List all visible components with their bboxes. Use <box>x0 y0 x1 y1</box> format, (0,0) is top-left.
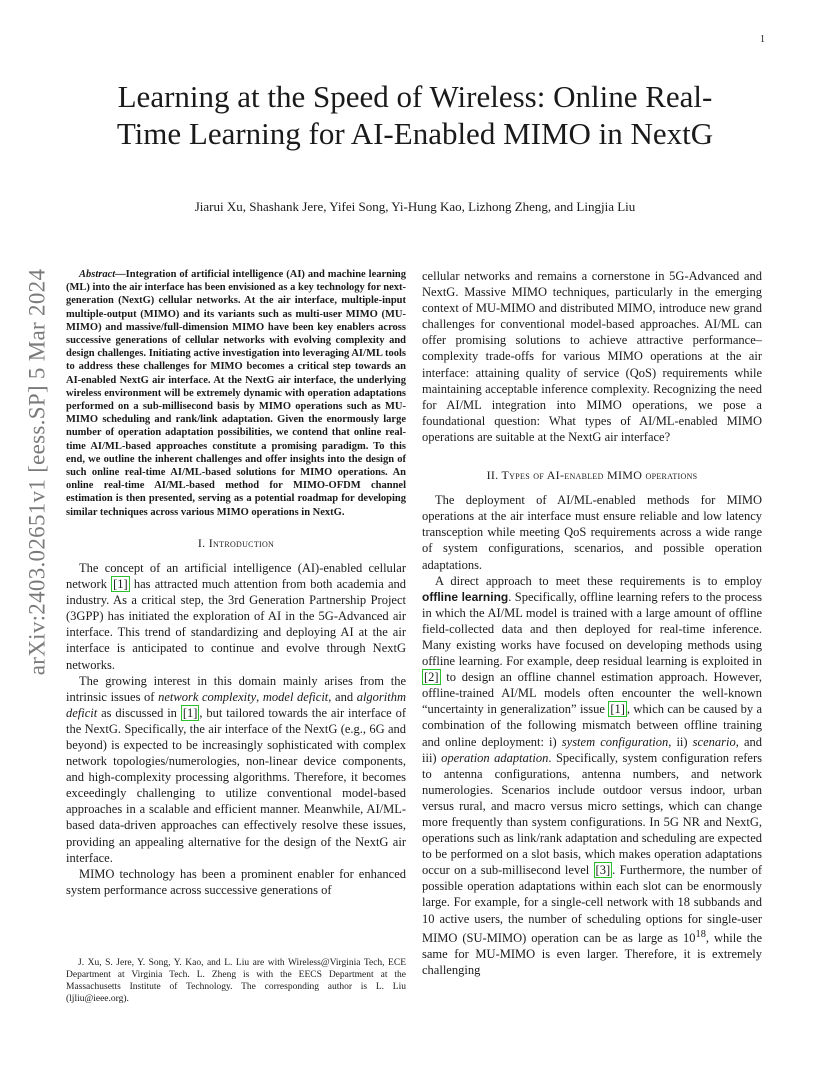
citation-link[interactable]: [1] <box>610 702 625 717</box>
emphasis-term: system configuration <box>561 734 669 749</box>
arxiv-stamp-text: arXiv:2403.02651v1 [eess.SP] 5 Mar 2024 <box>24 268 49 676</box>
intro-paragraph-1 <box>66 560 406 673</box>
text-run: The concept of an artificial intelligence (AI)-enabled cellular network <box>66 560 406 592</box>
abstract-text: —Integration of artificial intelligence (AI) and machine learning (ML) into the air interface has been envisioned as a key technology for next-generation (NextG) cellular networks. At the air interface, multiple-input multiple-output (MIMO) and its variants such as multi-user MIMO (MU-MIMO) and massive/full-dimension MIMO have been key enablers across successive generations of cellular networks with evolving complexity and design challenges. Initiating active investigation into leveraging AI/ML tools to address these challenges for MIMO becomes a critical step towards an AI-enabled NextG air interface. At the NextG air interface, the underlying wireless environment will be extremely dynamic with operation adaptations performed on a sub-millisecond basis by MIMO operations such as MU-MIMO scheduling and rank/link adaptation. Given the enormously large number of operation adaptation possibilities, we contend that online real-time AI/ML-based approaches constitute a promising paradigm. To this end, we outline the inherent challenges and offer insights into the design of such online real-time AI/ML-based solutions for MIMO operations. An online real-time AI/ML-based method for MIMO-OFDM channel estimation is then presented, serving as a potential roadmap for developing similar techniques across various MIMO operations in NextG. <box>66 269 406 518</box>
citation-link[interactable]: [1] <box>113 577 128 592</box>
types-paragraph-2 <box>422 573 762 979</box>
section-heading-types: II. Types of AI-enabled MIMO operations <box>486 468 698 483</box>
intro-paragraph-3: MIMO technology has been a prominent enabler for enhanced system performance across successive generations of <box>66 866 406 897</box>
superscript: 18 <box>695 928 706 940</box>
text-run: as discussed in <box>97 705 181 720</box>
text-run: , which can be caused by a combination of the following mismatch between offline training and online deployment: i) <box>422 702 763 749</box>
citation-link[interactable]: [3] <box>595 863 611 878</box>
text-run: , but tailored towards the air interface of the NextG. Specifically, the air interface of the NextG (e.g., 6G and beyond) is expected to be increasingly sophisticated with complex network topologies/numerologies, non-linear device components, and high-complexity processing algorithms. Therefore, it becomes exceedingly challenging to utilize conventional model-based approaches in a scalable and efficient manner. Meanwhile, AI/ML-based data-driven approaches can effectively resolve these issues, providing an appealing alternative for the design of the NextG air interface. <box>66 705 406 865</box>
intro-paragraph-3-continued: cellular networks and remains a cornerstone in 5G-Advanced and NextG. Massive MIMO techniques, particularly in the emerging context of MU-MIMO and distributed MIMO, introduce new grand challenges for conventional model-based approaches. AI/ML can offer promising solutions to achieve attractive performance–complexity trade-offs for various MIMO operations at the air interface: attaining quality of service (QoS) requirements while maintaining acceptable inference complexity. Recognizing the need for AI/ML integration into MIMO operations, we pose a foundational question: What types of AI/ML-enabled MIMO operations are suitable at the NextG air interface? <box>422 269 762 444</box>
text-run: has attracted much attention from both academia and industry. As a critical step, the 3rd Generation Partnership Project (3GPP) has initiated the exploration of AI in the 5G-Advanced air interface. This trend of standardizing and deploying AI at the air interface is anticipated to continue and evolve through NextG networks. <box>66 577 407 672</box>
emphasis-term: algorithm deficit <box>66 689 406 720</box>
text-run: The growing interest in this domain mainly arises from the intrinsic issues of <box>66 673 406 704</box>
section-heading-introduction: I. Introduction <box>197 535 275 550</box>
text-run: , and <box>328 689 357 704</box>
citation-link[interactable]: [1] <box>182 705 198 720</box>
paper-title: Learning at the Speed of Wireless: Online Real-Time Learning for AI-Enabled MIMO in NextG <box>116 79 714 151</box>
text-run: . Specifically, system configuration refers to antenna configurations, antenna numbers, and network numerologies. Scenarios include outdoor versus indoor, urban versus rural, and macro versus micro settings, which can change more frequently than system configurations. In 5G NR and NextG, operations such as link/rank adaptation and scheduling are expected to be performed on a slot basis, which makes operation adaptations occur on a sub-millisecond level <box>422 750 762 878</box>
text-run: , while the same for MU-MIMO is even larger. Therefore, it is extremely challenging <box>422 930 762 977</box>
abstract-label: Abstract <box>79 269 116 280</box>
left-column <box>66 268 406 898</box>
emphasis-term: operation adaptation <box>441 750 549 765</box>
text-run: A direct approach to meet these requirements is to employ <box>435 573 762 588</box>
text-run: , ii) <box>668 734 693 749</box>
emphasis-term: model deficit <box>262 689 329 704</box>
footnote <box>66 957 406 1005</box>
page-number: 1 <box>760 34 765 45</box>
emphasis-term: scenario <box>692 734 736 749</box>
right-column <box>422 268 762 978</box>
author-list: Jiarui Xu, Shashank Jere, Yifei Song, Yi-Hung Kao, Lizhong Zheng, and Lingjia Liu <box>194 199 636 214</box>
citation-link[interactable]: [2] <box>424 670 439 685</box>
text-run: , <box>256 689 263 704</box>
arxiv-stamp <box>20 268 54 676</box>
abstract <box>66 268 406 519</box>
emphasis-term: network complexity <box>158 689 257 704</box>
types-paragraph-1: The deployment of AI/ML-enabled methods for MIMO operations at the air interface must ensure reliable and low latency transception while meeting QoS requirements across a wide range of system configurations, scenarios, and possible operation adaptations. <box>422 493 762 572</box>
text-run: to design an offline channel estimation approach. However, offline-trained AI/ML models often encounter the well-known “uncertainty in generalization” issue <box>422 670 762 717</box>
intro-paragraph-2 <box>66 673 406 866</box>
footnote-text: J. Xu, S. Jere, Y. Song, Y. Kao, and L. Liu are with Wireless@Virginia Tech, ECE Department at Virginia Tech. L. Zheng is with the EECS Department at the Massachusetts Institute of Technology. The corresponding author is L. Liu (ljliu@ieee.org). <box>66 958 406 1004</box>
text-run: , and iii) <box>422 734 762 765</box>
text-run: . Specifically, offline learning refers to the process in which the AI/ML model is trained with a large amount of offline field-collected data and then deployed for real-time inference. Many existing works have focused on developing methods using offline learning. For example, deep residual learning is exploited in <box>422 589 762 669</box>
bold-term: offline learning <box>422 589 509 604</box>
text-run: . Furthermore, the number of possible operation adaptations within each slot can be enormously large. For example, for a single-cell network with 18 subbands and 10 active users, the number of scheduling options for single-user MIMO (SU-MIMO) operation can be as large as 10 <box>422 863 762 945</box>
